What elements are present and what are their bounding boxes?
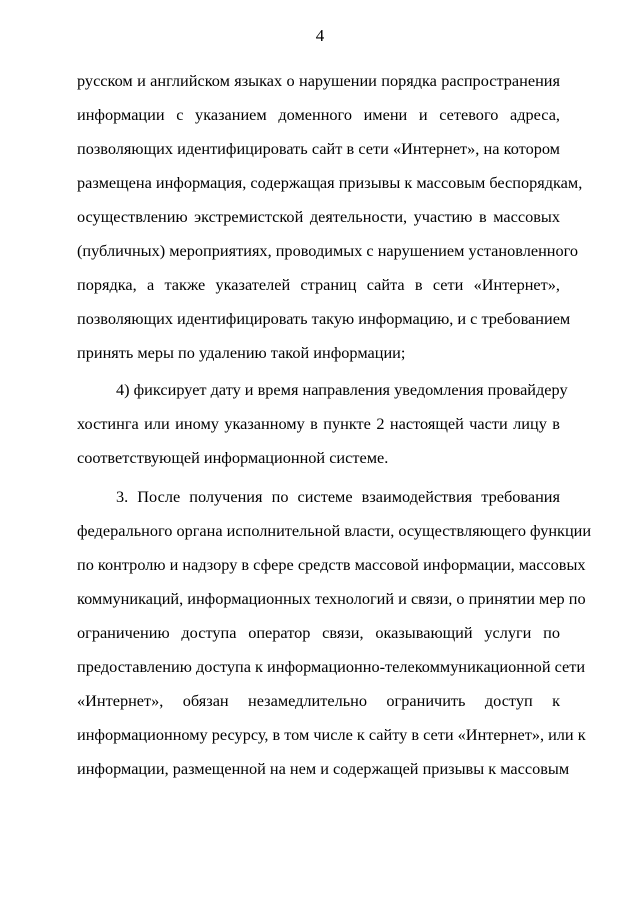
text-line: коммуникаций, информационных технологий и связи, о принятии мер по bbox=[77, 589, 586, 608]
text-line: 3. После получения по системе взаимодействия требования bbox=[116, 487, 560, 506]
text-line: принять меры по удалению такой информации; bbox=[77, 343, 406, 362]
text-line: предоставлению доступа к информационно-телекоммуникационной сети bbox=[77, 657, 586, 676]
paragraph-1 bbox=[77, 64, 583, 370]
text-line: 4) фиксирует дату и время направления уведомления провайдеру bbox=[116, 380, 568, 399]
text-line: «Интернет», обязан незамедлительно ограничить доступ к bbox=[77, 691, 560, 710]
paragraph-3 bbox=[77, 480, 592, 786]
text-line: информационному ресурсу, в том числе к сайту в сети «Интернет», или к bbox=[77, 725, 586, 744]
text-line: осуществлению экстремистской деятельности, участию в массовых bbox=[77, 207, 560, 226]
text-line: федерального органа исполнительной власти, осуществляющего функции bbox=[77, 521, 592, 540]
text-line: позволяющих идентифицировать такую информацию, и с требованием bbox=[77, 309, 571, 328]
text-line: порядка, а также указателей страниц сайта в сети «Интернет», bbox=[77, 275, 560, 294]
text-line: ограничению доступа оператор связи, оказывающий услуги по bbox=[77, 623, 560, 642]
text-line: хостинга или иному указанному в пункте 2 настоящей части лицу в bbox=[77, 414, 560, 433]
text-line: информации с указанием доменного имени и сетевого адреса, bbox=[77, 105, 560, 124]
text-line: русском и английском языках о нарушении порядка распространения bbox=[77, 71, 560, 90]
text-line: по контролю и надзору в сфере средств массовой информации, массовых bbox=[77, 555, 586, 574]
text-line: позволяющих идентифицировать сайт в сети «Интернет», на котором bbox=[77, 139, 560, 158]
text-line: информации, размещенной на нем и содержащей призывы к массовым bbox=[77, 759, 570, 778]
paragraph-2 bbox=[77, 373, 568, 475]
text-line: размещена информация, содержащая призывы к массовым беспорядкам, bbox=[77, 173, 583, 192]
page-number: 4 bbox=[315, 26, 325, 45]
text-line: (публичных) мероприятиях, проводимых с нарушением установленного bbox=[77, 241, 579, 260]
text-line: соответствующей информационной системе. bbox=[77, 448, 389, 467]
